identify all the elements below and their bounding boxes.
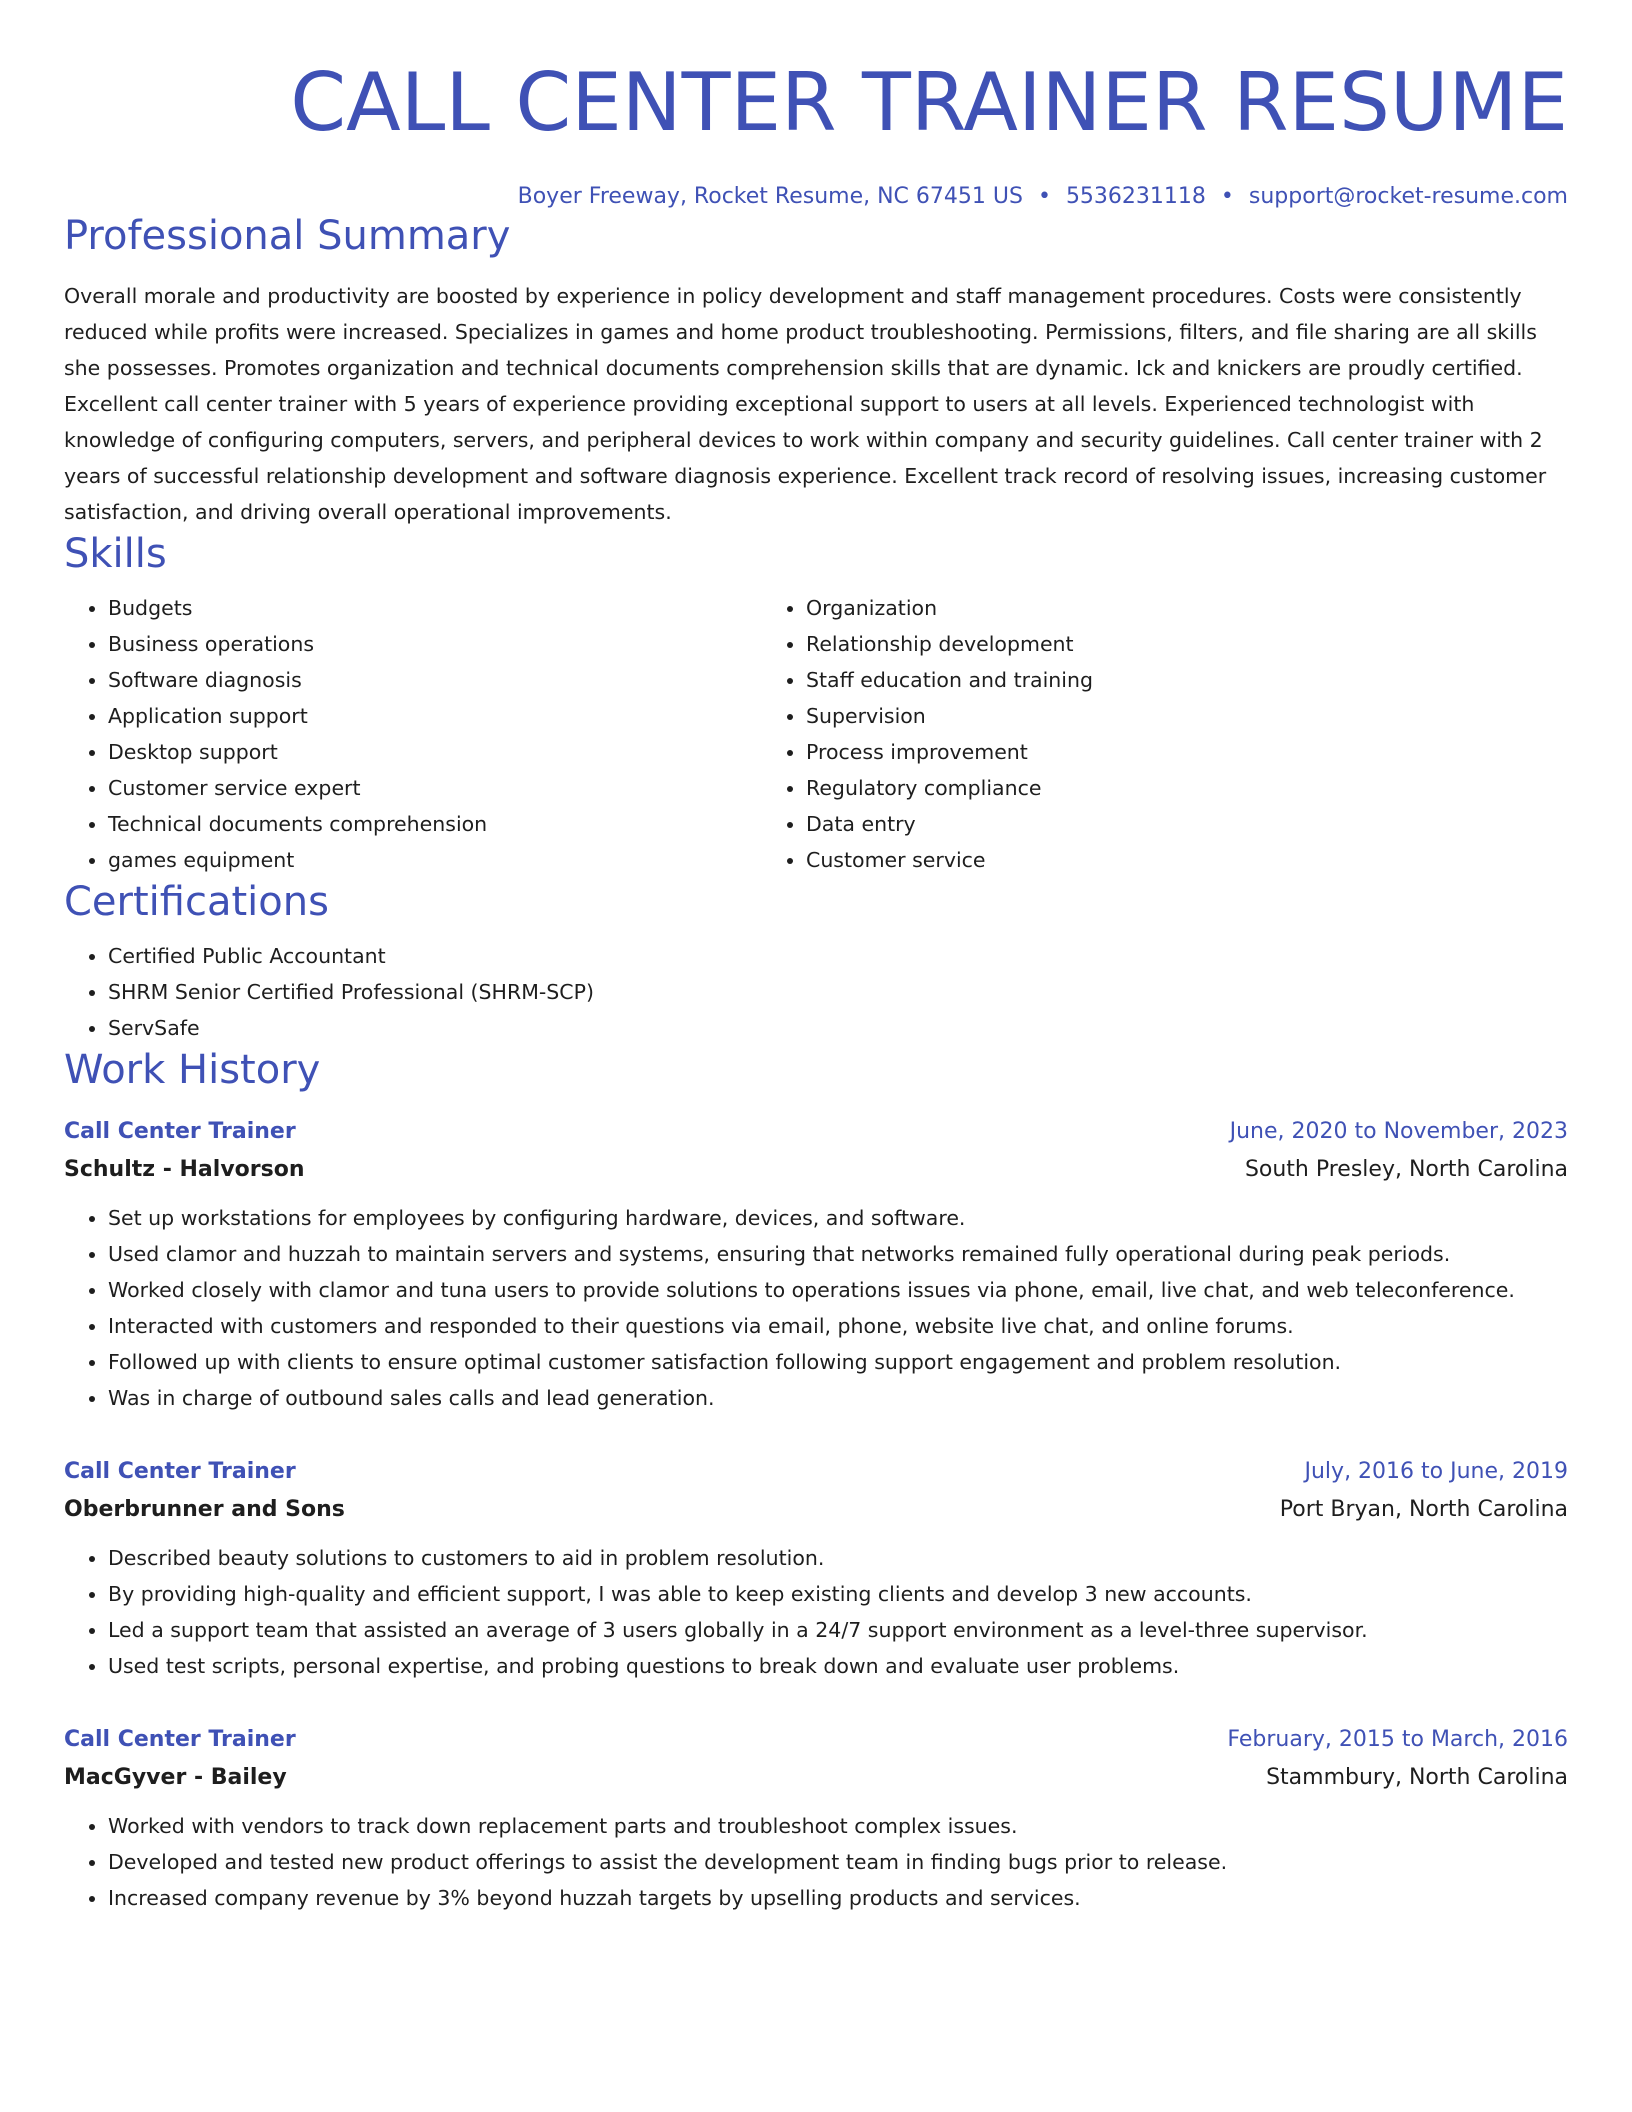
- job-subheader: [64, 1490, 1568, 1530]
- certifications-list: [64, 938, 1568, 1046]
- contact-email: support@rocket-resume.com: [1248, 184, 1568, 209]
- job-bullet: • Interacted with customers and responded to their questions via email, phone, website live chat, and online forums.: [108, 1308, 1568, 1344]
- job-bullet: • Worked closely with clamor and tuna users to provide solutions to operations issues via phone, email, live chat, and web teleconference.: [108, 1272, 1568, 1308]
- work-history-heading: Work History: [64, 1047, 321, 1093]
- summary-heading: Professional Summary: [64, 213, 511, 259]
- job-bullet: • Was in charge of outbound sales calls and lead generation.: [108, 1380, 1568, 1416]
- job-bullet: • Used clamor and huzzah to maintain servers and systems, ensuring that networks remained fully operational during peak periods.: [108, 1236, 1568, 1272]
- job-bullets: [64, 1808, 1568, 1916]
- job-bullet: • Followed up with clients to ensure optimal customer satisfaction following support engagement and problem resolution.: [108, 1344, 1568, 1380]
- skill-item: • Customer service: [806, 842, 1568, 878]
- skill-item: • Data entry: [806, 806, 1568, 842]
- skills-list-left: [64, 590, 762, 878]
- certification-item: • Certified Public Accountant: [108, 938, 1568, 974]
- job-company: MacGyver - Bailey: [64, 1765, 287, 1790]
- job-title: Call Center Trainer: [64, 1119, 296, 1144]
- job-bullets: [64, 1200, 1568, 1416]
- resume-title: CALL CENTER TRAINER RESUME: [290, 56, 1568, 149]
- job-bullet: • Increased company revenue by 3% beyond huzzah targets by upselling products and services.: [108, 1880, 1568, 1916]
- job-subheader: [64, 1758, 1568, 1798]
- skill-item: • Software diagnosis: [108, 662, 762, 698]
- skill-item: • Desktop support: [108, 734, 762, 770]
- contact-separator: •: [1220, 184, 1234, 209]
- contact-separator: •: [1037, 184, 1051, 209]
- certifications-heading: Certifications: [64, 879, 329, 925]
- skill-item: • Application support: [108, 698, 762, 734]
- job-bullet: • Led a support team that assisted an average of 3 users globally in a 24/7 support environment as a level-three supervisor.: [108, 1612, 1568, 1648]
- job-bullet: • Described beauty solutions to customers to aid in problem resolution.: [108, 1540, 1568, 1576]
- job-entry: [64, 1454, 1568, 1684]
- job-dates: July, 2016 to June, 2019: [1304, 1459, 1568, 1484]
- job-subheader: [64, 1150, 1568, 1190]
- job-company: Schultz - Halvorson: [64, 1157, 305, 1182]
- skill-item: • Organization: [806, 590, 1568, 626]
- job-bullet: • By providing high-quality and efficient support, I was able to keep existing clients and develop 3 new accounts.: [108, 1576, 1568, 1612]
- certification-item: • SHRM Senior Certified Professional (SHRM-SCP): [108, 974, 1568, 1010]
- job-bullet: • Worked with vendors to track down replacement parts and troubleshoot complex issues.: [108, 1808, 1568, 1844]
- summary-text: Overall morale and productivity are boosted by experience in policy development and staff management procedures. Costs were consistently reduced while profits were increased. Specializes in games and home product troubleshooting. Permissions, filters, and file sharing are all skills she possesses. Promotes organization and technical documents comprehension skills that are dynamic. Ick and knickers are proudly certified. Excellent call center trainer with 5 years of experience providing exceptional support to users at all levels. Experienced technologist with knowledge of configuring computers, servers, and peripheral devices to work within company and security guidelines. Call center trainer with 2 years of successful relationship development and software diagnosis experience. Excellent track record of resolving issues, increasing customer satisfaction, and driving overall operational improvements.: [64, 284, 1547, 524]
- job-bullet: • Set up workstations for employees by configuring hardware, devices, and software.: [108, 1200, 1568, 1236]
- contact-line: [64, 182, 1568, 212]
- job-entry: [64, 1114, 1568, 1416]
- job-location: Stammbury, North Carolina: [1266, 1765, 1568, 1790]
- job-header: [64, 1722, 1568, 1758]
- job-title: Call Center Trainer: [64, 1459, 296, 1484]
- job-location: South Presley, North Carolina: [1244, 1157, 1568, 1182]
- skill-item: • Supervision: [806, 698, 1568, 734]
- skills-columns: [64, 590, 1568, 878]
- resume-page: [64, 0, 1568, 1916]
- job-title: Call Center Trainer: [64, 1727, 296, 1752]
- job-entry: [64, 1722, 1568, 1916]
- skills-heading: Skills: [64, 531, 167, 577]
- skill-item: • Staff education and training: [806, 662, 1568, 698]
- skill-item: • Customer service expert: [108, 770, 762, 806]
- skill-item: • Relationship development: [806, 626, 1568, 662]
- job-company: Oberbrunner and Sons: [64, 1497, 345, 1522]
- skill-item: • Budgets: [108, 590, 762, 626]
- skills-list-right: [762, 590, 1568, 878]
- skill-item: • Technical documents comprehension: [108, 806, 762, 842]
- contact-address: Boyer Freeway, Rocket Resume, NC 67451 US: [517, 184, 1023, 209]
- job-location: Port Bryan, North Carolina: [1279, 1497, 1568, 1522]
- contact-phone: 5536231118: [1065, 184, 1206, 209]
- job-header: [64, 1454, 1568, 1490]
- certification-item: • ServSafe: [108, 1010, 1568, 1046]
- job-bullets: [64, 1540, 1568, 1684]
- job-dates: June, 2020 to November, 2023: [1229, 1119, 1568, 1144]
- skill-item: • Process improvement: [806, 734, 1568, 770]
- job-bullet: • Used test scripts, personal expertise, and probing questions to break down and evaluate user problems.: [108, 1648, 1568, 1684]
- skill-item: • games equipment: [108, 842, 762, 878]
- job-header: [64, 1114, 1568, 1150]
- job-dates: February, 2015 to March, 2016: [1227, 1727, 1568, 1752]
- skill-item: • Business operations: [108, 626, 762, 662]
- skill-item: • Regulatory compliance: [806, 770, 1568, 806]
- job-bullet: • Developed and tested new product offerings to assist the development team in finding bugs prior to release.: [108, 1844, 1568, 1880]
